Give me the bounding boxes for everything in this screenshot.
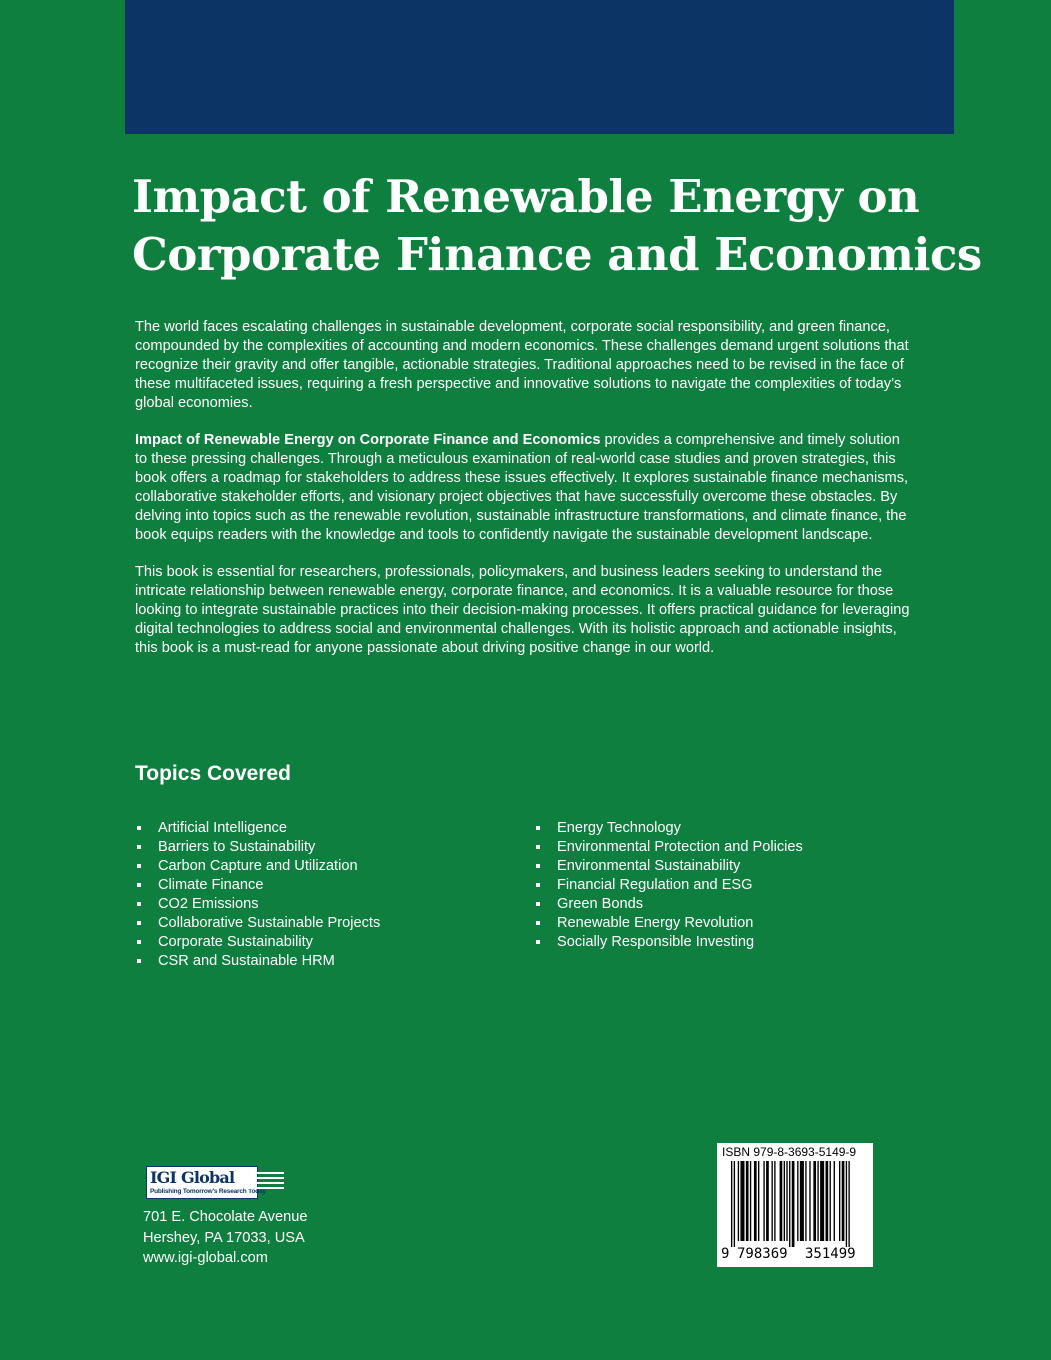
logo-box xyxy=(146,1166,266,1199)
topic-item: Renewable Energy Revolution xyxy=(534,914,803,933)
barcode-digit-group-1: 798369 xyxy=(737,1246,788,1262)
topics-list-left xyxy=(135,819,380,971)
barcode-bar xyxy=(738,1161,739,1241)
igi-global-logo xyxy=(146,1166,286,1202)
barcode-bar xyxy=(774,1161,775,1241)
barcode-bar xyxy=(813,1161,816,1241)
barcode-bar xyxy=(830,1161,831,1241)
logo-tagline: Publishing Tomorrow's Research Today xyxy=(150,1188,266,1195)
barcode-bar xyxy=(839,1161,840,1241)
barcode-bar xyxy=(780,1161,783,1241)
barcode-bar xyxy=(817,1161,818,1241)
topic-item: Environmental Sustainability xyxy=(534,857,803,876)
topic-item: Environmental Protection and Policies xyxy=(534,838,803,857)
barcode-bar xyxy=(766,1161,769,1241)
barcode-bar xyxy=(786,1161,787,1241)
barcode-bar xyxy=(809,1161,810,1241)
logo-stripes-icon xyxy=(246,1171,286,1193)
barcode-bar xyxy=(784,1161,785,1241)
barcode-bar xyxy=(805,1161,806,1241)
barcode-bar xyxy=(758,1161,759,1241)
book-description xyxy=(135,318,915,676)
barcode-bar xyxy=(740,1161,744,1241)
topics-list-right xyxy=(534,819,803,952)
description-bold-title: Impact of Renewable Energy on Corporate Finance and Economics xyxy=(135,432,601,448)
barcode-bar xyxy=(789,1161,790,1247)
topic-item: CSR and Sustainable HRM xyxy=(135,952,380,971)
barcode-bar xyxy=(792,1161,795,1247)
barcode-digit-group-2: 351499 xyxy=(805,1246,856,1262)
barcode-digit-first: 9 xyxy=(721,1246,730,1262)
top-color-band xyxy=(125,0,954,134)
topic-item: Collaborative Sustainable Projects xyxy=(135,914,380,933)
isbn-label: ISBN 979-8-3693-5149-9 xyxy=(722,1145,857,1159)
topic-item: Energy Technology xyxy=(534,819,803,838)
description-paragraph-1: The world faces escalating challenges in sustainable development, corporate social responsibility, and green finance, compounded by the complexities of accounting and modern economics. These challenges demand urgent solutions that recognize their gravity and offer tangible, actionable strategies. Traditional approaches need to be revised in the face of these multifaceted issues, requiring a fresh perspective and innovative solutions to navigate the complexities of today’s global economies. xyxy=(135,319,909,411)
barcode-bar xyxy=(800,1161,804,1241)
topic-item: Carbon Capture and Utilization xyxy=(135,857,380,876)
barcode-bar xyxy=(797,1161,798,1241)
barcode-bar xyxy=(848,1161,849,1247)
barcode-bar xyxy=(826,1161,829,1241)
topics-heading: Topics Covered xyxy=(135,762,291,785)
book-title-line1: Impact of Renewable Energy on xyxy=(132,170,920,223)
topic-item: Corporate Sustainability xyxy=(135,933,380,952)
barcode-bar xyxy=(746,1161,749,1241)
address-line-1: 701 E. Chocolate Avenue xyxy=(143,1209,308,1225)
description-paragraph-2 xyxy=(135,431,915,545)
barcode-bar xyxy=(750,1161,751,1241)
topic-item: CO2 Emissions xyxy=(135,895,380,914)
book-title xyxy=(132,168,992,284)
barcode-bar xyxy=(834,1161,835,1241)
description-paragraph-3: This book is essential for researchers, professionals, policymakers, and business leaders seeking to understand the intricate relationship between renewable energy, corporate finance, and economics. It is a valuable resource for those looking to integrate sustainable practices into their decision-making processes. It offers practical guidance for leveraging digital technologies to address social and environmental challenges. With its holistic approach and actionable insights, this book is a must-read for anyone passionate about driving positive change in our world. xyxy=(135,564,910,656)
topic-item: Artificial Intelligence xyxy=(135,819,380,838)
logo-name: IGI Global xyxy=(150,1168,235,1187)
barcode-bar xyxy=(731,1161,732,1247)
barcode-bar xyxy=(820,1161,824,1241)
topic-item: Socially Responsible Investing xyxy=(534,933,803,952)
barcode-bar xyxy=(734,1161,735,1247)
barcode-bar xyxy=(763,1161,764,1241)
barcode-bars-icon xyxy=(717,1161,873,1247)
topic-item: Financial Regulation and ESG xyxy=(534,876,803,895)
topic-item: Climate Finance xyxy=(135,876,380,895)
address-line-2: Hershey, PA 17033, USA xyxy=(143,1229,305,1246)
publisher-website[interactable]: www.igi-global.com xyxy=(143,1250,268,1266)
barcode-bar xyxy=(772,1161,773,1241)
isbn-barcode xyxy=(717,1143,873,1267)
description-paragraph-2-text: provides a comprehensive and timely solution to these pressing challenges. Through a meticulous examination of real-world case studies and proven strategies, this book offers a roadmap for stakeholders to address these issues effectively. It explores sustainable finance mechanisms, collaborative stakeholder efforts, and visionary project objectives that have successfully overcome these obstacles. By delving into topics such as the renewable revolution, sustainable infrastructure transformations, and climate finance, the book equips readers with the knowledge and tools to confidently navigate the sustainable development landscape. xyxy=(135,432,909,543)
barcode-bar xyxy=(842,1161,845,1241)
book-title-line2: Corporate Finance and Economics xyxy=(132,228,982,281)
publisher-address xyxy=(143,1207,307,1269)
barcode-bar xyxy=(754,1161,757,1241)
barcode-bar xyxy=(846,1161,847,1247)
topic-item: Barriers to Sustainability xyxy=(135,838,380,857)
topic-item: Green Bonds xyxy=(534,895,803,914)
